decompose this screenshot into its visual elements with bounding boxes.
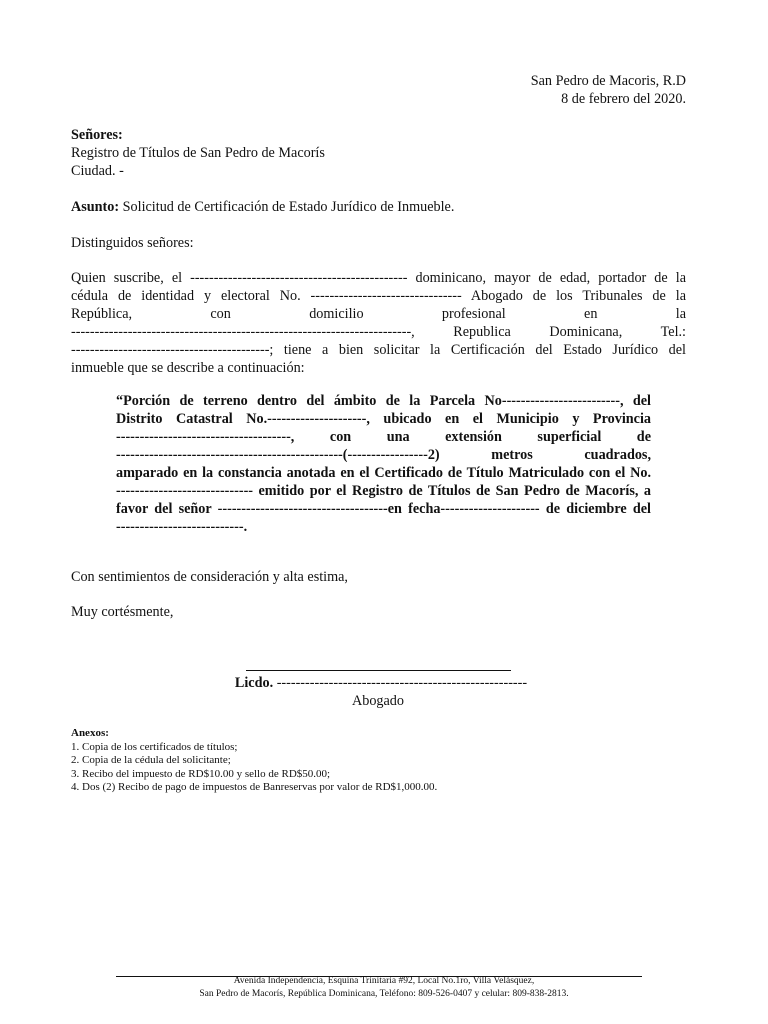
quote-line: amparado en la constancia anotada en el Certificado de Título Matriculado con el No. [116,465,651,481]
body-line: ------------------------------------------------------------------------, Republica Dominicana, Tel.: [71,324,686,340]
date-line: 8 de febrero del 2020. [561,91,686,107]
footer [100,975,668,1001]
signature-line [246,670,511,671]
property-description [116,392,651,536]
quote-line: “Porción de terreno dentro del ámbito de la Parcela No-------------------------, del [116,393,651,409]
recipient-block [71,126,686,180]
body-line: cédula de identidad y electoral No. -------------------------------- Abogado de los Tribunales de la [71,288,686,304]
annexes [71,727,691,795]
closing-line-1: Con sentimientos de consideración y alta estima, [71,569,348,585]
footer-contact: San Pedro de Macorís, República Dominicana, Teléfono: 809-526-0407 y celular: 809-838-2813. [199,989,569,999]
signature-name-value: ----------------------------------------------------- [276,675,528,691]
annex-item: 1. Copia de los certificados de títulos; [71,740,238,753]
annex-item: 3. Recibo del impuesto de RD$10.00 y sello de RD$50.00; [71,767,331,780]
greeting: Distinguidos señores: [71,235,194,251]
subject-label: Asunto: [71,199,120,215]
body-line: República, con domicilio profesional en la [71,306,686,322]
place-line: San Pedro de Macoris, R.D [530,73,686,89]
annex-item: 4. Dos (2) Recibo de pago de impuestos de Banreservas por valor de RD$1,000.00. [71,781,438,793]
signature-title: Abogado [351,693,404,709]
recipient-line-2: Ciudad. - [71,163,124,179]
subject-line [71,198,686,216]
closing-line-2: Muy cortésmente, [71,604,174,620]
quote-line: Distrito Catastral No.---------------------, ubicado en el Municipio y Provincia [116,411,651,427]
quote-line: ----------------------------- emitido por el Registro de Títulos de San Pedro de Macorís, a [116,483,651,499]
body-line: inmueble que se describe a continuación: [71,360,305,376]
body-line: ------------------------------------------; tiene a bien solicitar la Certificación del Estado Jurídico del [71,342,686,358]
footer-address: Avenida Independencia, Esquina Trinitaria #92, Local No.1ro, Villa Velásquez, [233,976,535,986]
letter-header [71,72,686,108]
quote-line: ---------------------------. [116,519,248,535]
annexes-heading: Anexos: [71,727,109,739]
quote-line: ------------------------------------------------(-----------------2) metros cuadrados, [116,447,651,463]
subject-text: Solicitud de Certificación de Estado Jurídico de Inmueble. [122,199,455,215]
annex-item: 2. Copia de la cédula del solicitante; [71,754,231,766]
body-paragraph [71,269,686,377]
salutation: Señores: [71,127,123,143]
quote-line: favor del señor ------------------------------------en fecha--------------------- de diciembre del [116,501,651,517]
signature-name-label: Licdo. [234,675,274,691]
recipient-line-1: Registro de Títulos de San Pedro de Macorís [71,145,325,161]
signature-name [71,674,691,692]
body-line: Quien suscribe, el ---------------------------------------------- dominicano, mayor de edad, portador de la [71,270,686,286]
quote-line: -------------------------------------, con una extensión superficial de [116,429,651,445]
